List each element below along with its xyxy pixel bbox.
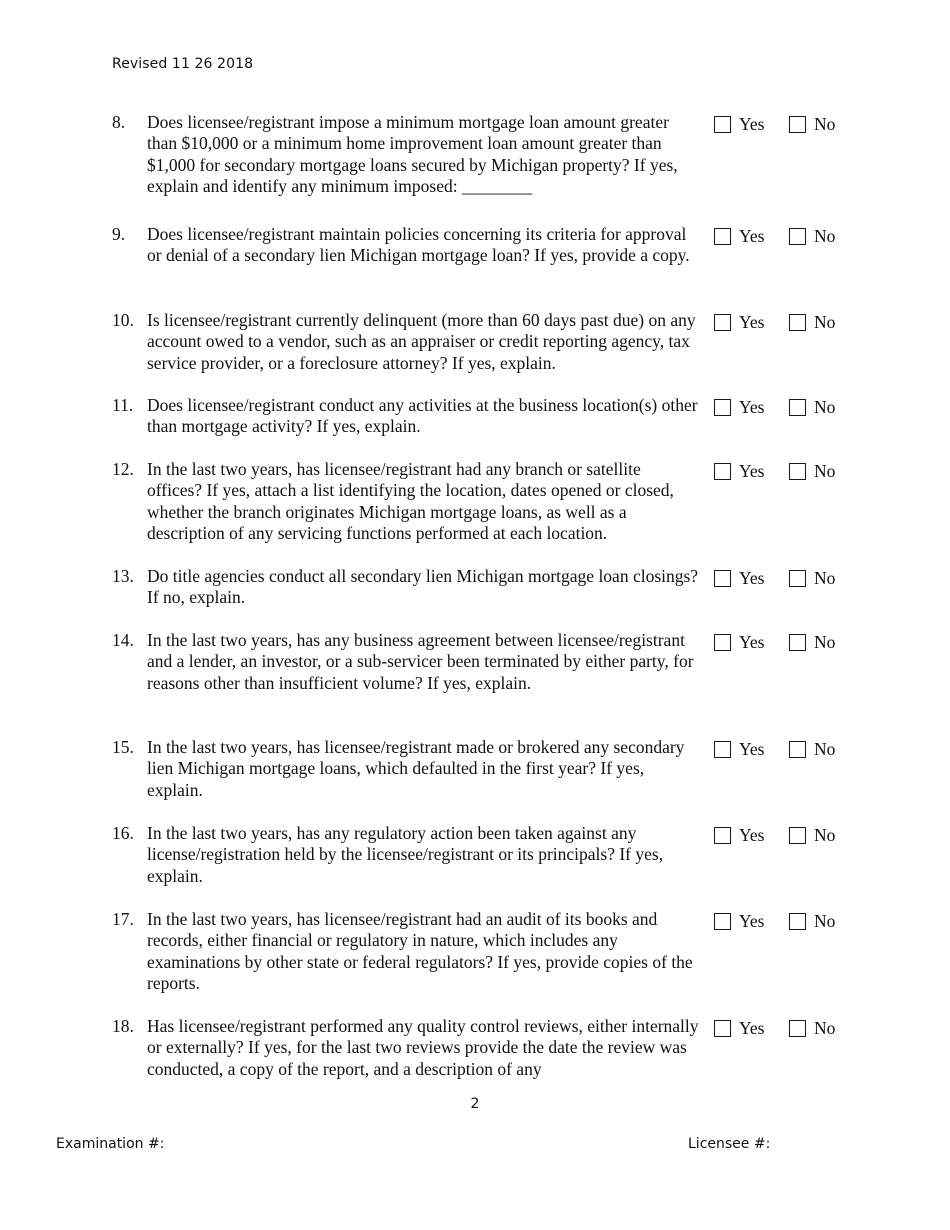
question-text: Does licensee/registrant conduct any activities at the business location(s) other than mortgage activity? If yes, explain.: [147, 395, 698, 437]
no-label: No: [814, 1018, 836, 1038]
checkbox-box[interactable]: [714, 116, 731, 133]
question-text: Has licensee/registrant performed any quality control reviews, either internally or externally? If yes, for the last two reviews provide the date the review was conducted, a copy of the report, and a description of any: [147, 1016, 699, 1079]
checkbox-box[interactable]: [789, 314, 806, 331]
yes-checkbox[interactable]: [714, 114, 764, 134]
question-text: In the last two years, has any business agreement between licensee/registrant and a lender, an investor, or a sub-servicer been terminated by either party, for reasons other than insufficient volume? If yes, explain.: [147, 630, 694, 693]
question-number: 11.: [112, 395, 134, 415]
question-text: In the last two years, has any regulatory action been taken against any license/registration held by the licensee/registrant or its principals? If yes, explain.: [147, 823, 664, 886]
checkbox-box[interactable]: [789, 741, 806, 758]
checkbox-box[interactable]: [714, 1020, 731, 1037]
question-number: 16.: [112, 823, 134, 843]
question-number: 18.: [112, 1016, 134, 1036]
checkbox-box[interactable]: [714, 314, 731, 331]
yes-checkbox[interactable]: [714, 825, 764, 845]
no-label: No: [814, 226, 836, 246]
no-checkbox[interactable]: [789, 825, 835, 845]
checkbox-box[interactable]: [714, 741, 731, 758]
yes-checkbox[interactable]: [714, 632, 764, 652]
question-number: 9.: [112, 224, 126, 244]
question-number: 14.: [112, 630, 134, 650]
checkbox-box[interactable]: [714, 634, 731, 651]
yes-label: Yes: [739, 1018, 765, 1038]
checkbox-box[interactable]: [714, 827, 731, 844]
no-label: No: [814, 632, 836, 652]
checkbox-box[interactable]: [789, 399, 806, 416]
yes-label: Yes: [739, 911, 765, 931]
no-label: No: [814, 568, 836, 588]
question-text: Does licensee/registrant impose a minimum mortgage loan amount greater than $10,000 or a minimum home improvement loan amount greater than $1,000 for secondary mortgage loans secured by Michigan property? If yes, explain and identify any minimum imposed: ________: [147, 112, 678, 196]
yes-checkbox[interactable]: [714, 568, 764, 588]
checkbox-box[interactable]: [714, 570, 731, 587]
no-checkbox[interactable]: [789, 312, 835, 332]
page-number: 2: [470, 1096, 480, 1112]
question-text: In the last two years, has licensee/registrant had an audit of its books and records, either financial or regulatory in nature, which includes any examinations by other state or federal regulators? If yes, provide copies of the reports.: [147, 909, 693, 993]
question-text: Do title agencies conduct all secondary lien Michigan mortgage loan closings? If no, explain.: [147, 566, 699, 608]
checkbox-box[interactable]: [789, 913, 806, 930]
checkbox-box[interactable]: [714, 399, 731, 416]
checkbox-box[interactable]: [789, 228, 806, 245]
question-number: 13.: [112, 566, 134, 586]
yes-label: Yes: [739, 397, 765, 417]
yes-checkbox[interactable]: [714, 312, 764, 332]
yes-checkbox[interactable]: [714, 739, 764, 759]
no-checkbox[interactable]: [789, 397, 835, 417]
yes-label: Yes: [739, 825, 765, 845]
checkbox-box[interactable]: [789, 827, 806, 844]
no-checkbox[interactable]: [789, 739, 835, 759]
question-text: Is licensee/registrant currently delinquent (more than 60 days past due) on any account owed to a vendor, such as an appraiser or credit reporting agency, tax service provider, or a foreclosure attorney? If yes, explain.: [147, 310, 696, 373]
examination-number-label: Examination #:: [56, 1136, 165, 1152]
yes-checkbox[interactable]: [714, 1018, 764, 1038]
no-checkbox[interactable]: [789, 911, 835, 931]
question-number: 8.: [112, 112, 126, 132]
question-number: 17.: [112, 909, 134, 929]
no-label: No: [814, 312, 836, 332]
yes-checkbox[interactable]: [714, 911, 764, 931]
no-checkbox[interactable]: [789, 114, 835, 134]
question-number: 12.: [112, 459, 134, 479]
yes-checkbox[interactable]: [714, 461, 764, 481]
checkbox-box[interactable]: [714, 228, 731, 245]
no-checkbox[interactable]: [789, 461, 835, 481]
no-label: No: [814, 114, 836, 134]
checkbox-box[interactable]: [714, 463, 731, 480]
question-number: 15.: [112, 737, 134, 757]
no-checkbox[interactable]: [789, 632, 835, 652]
revision-date: Revised 11 26 2018: [112, 56, 254, 72]
no-label: No: [814, 911, 836, 931]
question-text: In the last two years, has licensee/registrant made or brokered any secondary lien Michigan mortgage loans, which defaulted in the first year? If yes, explain.: [147, 737, 685, 800]
checkbox-box[interactable]: [789, 570, 806, 587]
question-number: 10.: [112, 310, 134, 330]
no-label: No: [814, 739, 836, 759]
no-label: No: [814, 461, 836, 481]
checkbox-box[interactable]: [789, 116, 806, 133]
yes-label: Yes: [739, 739, 765, 759]
yes-label: Yes: [739, 568, 765, 588]
checkbox-box[interactable]: [789, 463, 806, 480]
licensee-number-label: Licensee #:: [688, 1136, 771, 1152]
no-label: No: [814, 397, 836, 417]
yes-checkbox[interactable]: [714, 226, 764, 246]
checkbox-box[interactable]: [714, 913, 731, 930]
no-checkbox[interactable]: [789, 568, 835, 588]
question-text: In the last two years, has licensee/registrant had any branch or satellite offices? If yes, attach a list identifying the location, dates opened or closed, whether the branch originates Michigan mortgage loans, as well as a description of any servicing functions performed at each location.: [147, 459, 674, 543]
no-checkbox[interactable]: [789, 226, 835, 246]
checkbox-box[interactable]: [789, 634, 806, 651]
checkbox-box[interactable]: [789, 1020, 806, 1037]
no-checkbox[interactable]: [789, 1018, 835, 1038]
yes-label: Yes: [739, 632, 765, 652]
yes-label: Yes: [739, 461, 765, 481]
yes-label: Yes: [739, 312, 765, 332]
yes-checkbox[interactable]: [714, 397, 764, 417]
yes-label: Yes: [739, 114, 765, 134]
question-text: Does licensee/registrant maintain policies concerning its criteria for approval or denial of a secondary lien Michigan mortgage loan? If yes, provide a copy.: [147, 224, 690, 266]
yes-label: Yes: [739, 226, 765, 246]
no-label: No: [814, 825, 836, 845]
